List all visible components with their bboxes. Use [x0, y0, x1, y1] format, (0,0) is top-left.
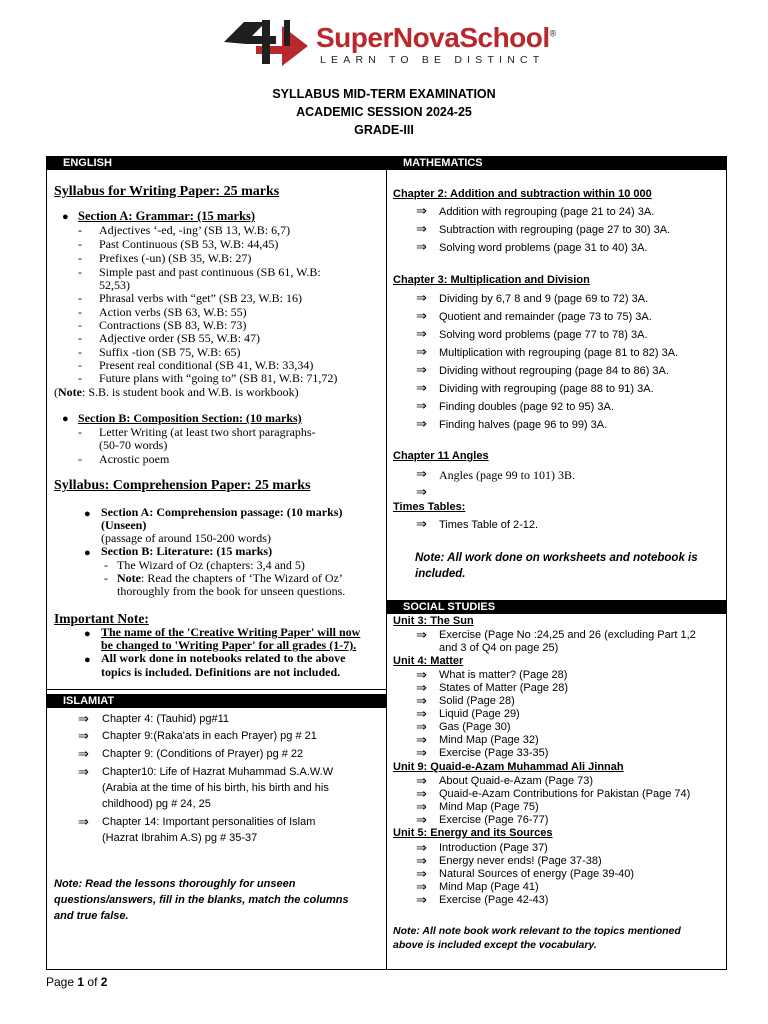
bullet-icon: ●: [84, 654, 91, 666]
page-indicator: Page 1 of 2: [46, 975, 108, 989]
frame-bottom: [46, 969, 727, 970]
composition-section-title: Section B: Composition Section: (10 marks): [78, 411, 302, 425]
list-item: Adjectives ‘-ed, -ing’ (SB 13, W.B: 6,7): [99, 223, 291, 237]
islamiat-note-1: Note: Read the lessons thoroughly for unseen: [54, 878, 296, 890]
islamiat-header-bar: ISLAMIAT: [47, 694, 386, 708]
list-item: Natural Sources of energy (Page 39-40): [439, 868, 635, 880]
list-item: Action verbs (SB 63, W.B: 55): [99, 305, 247, 319]
school-tagline: LEARN TO BE DISTINCT: [320, 54, 545, 66]
list-item: childhood) pg # 24, 25: [102, 798, 211, 810]
arrow-icon: ⇒: [416, 398, 427, 413]
list-item: Chapter10: Life of Hazrat Muhammad S.A.W.W: [102, 766, 334, 778]
school-name: SuperNovaSchool®: [316, 22, 556, 53]
ss-note-1: Note: All note book work relevant to the topics mentioned: [393, 925, 681, 937]
dash: -: [78, 358, 82, 372]
arrow-icon: ⇒: [78, 711, 89, 726]
list-item: Mind Map (Page 32): [439, 734, 539, 746]
writing-paper-title: Syllabus for Writing Paper: 25 marks: [54, 184, 280, 199]
arrow-icon: ⇒: [416, 203, 427, 218]
dash: -: [104, 571, 108, 585]
list-item: Mind Map (Page 41): [439, 881, 539, 893]
literature-section: Section B: Literature: (15 marks): [101, 544, 273, 558]
grammar-section-title: Section A: Grammar: (15 marks): [78, 209, 256, 223]
english-header-bar: ENGLISH: [47, 156, 386, 170]
list-item: About Quaid-e-Azam (Page 73): [439, 775, 594, 787]
list-item: Suffix -tion (SB 75, W.B: 65): [99, 345, 241, 359]
arrow-icon: ⇒: [78, 746, 89, 761]
ss-unit-9-title: Unit 9: Quaid-e-Azam Muhammad Ali Jinnah: [393, 761, 624, 773]
doc-session: ACADEMIC SESSION 2024-25: [296, 105, 472, 119]
doc-title: SYLLABUS MID-TERM EXAMINATION: [272, 87, 496, 101]
arrow-icon: ⇒: [416, 706, 427, 721]
arrow-icon: ⇒: [416, 812, 427, 827]
important-note-2b: topics is included. Definitions are not included.: [101, 665, 341, 679]
list-item: Mind Map (Page 75): [439, 801, 539, 813]
list-item: Gas (Page 30): [439, 721, 511, 733]
arrow-icon: ⇒: [416, 516, 427, 531]
list-item: Liquid (Page 29): [439, 708, 520, 720]
arrow-icon: ⇒: [416, 853, 427, 868]
arrow-icon: ⇒: [416, 466, 427, 481]
arrow-icon: ⇒: [416, 484, 427, 499]
list-item: Solving word problems (page 31 to 40) 3A.: [439, 242, 648, 254]
list-item: (50-70 words): [99, 438, 168, 452]
list-item: Angles (page 99 to 101) 3B.: [439, 468, 575, 482]
arrow-icon: ⇒: [416, 879, 427, 894]
times-tables-title: Times Tables:: [393, 501, 466, 513]
important-note-2a: All work done in notebooks related to the above: [101, 651, 346, 665]
list-item: Subtraction with regrouping (page 27 to 30) 3A.: [439, 224, 671, 236]
frame-left: [46, 156, 47, 970]
list-item: Dividing by 6,7 8 and 9 (page 69 to 72) 3A.: [439, 293, 649, 305]
arrow-icon: ⇒: [416, 732, 427, 747]
list-item: Adjective order (SB 55, W.B: 47): [99, 331, 260, 345]
math-note-2: included.: [415, 568, 466, 580]
dash: -: [78, 251, 82, 265]
list-item: (Arabia at the time of his birth, his birth and his: [102, 782, 329, 794]
bullet-icon: ●: [84, 628, 91, 640]
math-chapter-3-title: Chapter 3: Multiplication and Division: [393, 274, 590, 286]
list-item: States of Matter (Page 28): [439, 682, 569, 694]
list-item: (Hazrat Ibrahim A.S) pg # 35-37: [102, 832, 258, 844]
dash: -: [104, 558, 108, 572]
school-logo-icon: [222, 16, 310, 68]
list-item: Dividing without regrouping (page 84 to 86) 3A.: [439, 365, 669, 377]
list-item: Present real conditional (SB 41, W.B: 33,34): [99, 358, 314, 372]
arrow-icon: ⇒: [416, 380, 427, 395]
frame-right: [726, 156, 727, 970]
dash: -: [78, 318, 82, 332]
list-item: Past Continuous (SB 53, W.B: 44,45): [99, 237, 279, 251]
list-item: Prefixes (-un) (SB 35, W.B: 27): [99, 251, 252, 265]
english-bottom-rule: [47, 689, 386, 690]
ss-unit-3-title: Unit 3: The Sun: [393, 615, 474, 627]
dash: -: [78, 425, 82, 439]
arrow-icon: ⇒: [416, 416, 427, 431]
list-item: Introduction (Page 37): [439, 842, 548, 854]
arrow-icon: ⇒: [416, 239, 427, 254]
dash: -: [78, 223, 82, 237]
list-item: Energy never ends! (Page 37-38): [439, 855, 602, 867]
list-item: The Wizard of Oz (chapters: 3,4 and 5): [117, 558, 305, 572]
arrow-icon: ⇒: [78, 728, 89, 743]
comp-section-a: Section A: Comprehension passage: (10 marks): [101, 505, 343, 519]
arrow-icon: ⇒: [416, 866, 427, 881]
dash: -: [78, 237, 82, 251]
math-note-1: Note: All work done on worksheets and notebook is: [415, 552, 698, 564]
list-item: Solving word problems (page 77 to 78) 3A.: [439, 329, 648, 341]
arrow-icon: ⇒: [416, 799, 427, 814]
list-item: Contractions (SB 83, W.B: 73): [99, 318, 247, 332]
important-note-1b: be changed to 'Writing Paper' for all grades (1-7).: [101, 638, 357, 652]
list-item: Quaid-e-Azam Contributions for Pakistan (Page 74): [439, 788, 691, 800]
list-item: What is matter? (Page 28): [439, 669, 568, 681]
list-item: Solid (Page 28): [439, 695, 515, 707]
list-item: Finding halves (page 96 to 99) 3A.: [439, 419, 608, 431]
arrow-icon: ⇒: [416, 308, 427, 323]
list-item: Acrostic poem: [99, 452, 170, 466]
list-item: Chapter 4: (Tauhid) pg#11: [102, 713, 229, 725]
list-item: Finding doubles (page 92 to 95) 3A.: [439, 401, 614, 413]
arrow-icon: ⇒: [416, 667, 427, 682]
important-note-title: Important Note:: [54, 611, 149, 626]
math-header-bar: MATHEMATICS: [387, 156, 726, 170]
list-item: Exercise (Page No :24,25 and 26 (excluding Part 1,2: [439, 629, 696, 641]
arrow-icon: ⇒: [416, 719, 427, 734]
arrow-icon: ⇒: [416, 745, 427, 760]
dash: -: [78, 291, 82, 305]
arrow-icon: ⇒: [416, 786, 427, 801]
arrow-icon: ⇒: [416, 773, 427, 788]
dash: -: [78, 331, 82, 345]
arrow-icon: ⇒: [416, 680, 427, 695]
list-item: and 3 of Q4 on page 25): [439, 642, 559, 654]
arrow-icon: ⇒: [416, 344, 427, 359]
islamiat-note-2: questions/answers, fill in the blanks, match the columns: [54, 894, 349, 906]
math-chapter-2-title: Chapter 2: Addition and subtraction within 10 000: [393, 188, 652, 200]
comp-unseen: (Unseen): [101, 518, 147, 532]
list-item: Exercise (Page 33-35): [439, 747, 549, 759]
ss-note-2: above is included except the vocabulary.: [393, 939, 597, 951]
bullet-icon: ●: [84, 547, 91, 559]
dash: -: [78, 371, 82, 385]
arrow-icon: ⇒: [78, 764, 89, 779]
arrow-icon: ⇒: [416, 840, 427, 855]
bullet-icon: ●: [84, 508, 91, 520]
list-item: Exercise (Page 76-77): [439, 814, 549, 826]
comprehension-paper-title: Syllabus: Comprehension Paper: 25 marks: [54, 478, 311, 493]
list-item: Multiplication with regrouping (page 81 to 82) 3A.: [439, 347, 679, 359]
arrow-icon: ⇒: [416, 627, 427, 642]
dash: -: [78, 345, 82, 359]
comp-passage-length: (passage of around 150-200 words): [101, 531, 271, 545]
list-item: Simple past and past continuous (SB 61, W.B:: [99, 265, 321, 279]
list-item: Phrasal verbs with “get” (SB 23, W.B: 16): [99, 291, 302, 305]
list-item: 52,53): [99, 278, 130, 292]
arrow-icon: ⇒: [416, 221, 427, 236]
arrow-icon: ⇒: [416, 362, 427, 377]
arrow-icon: ⇒: [416, 326, 427, 341]
list-item: Exercise (Page 42-43): [439, 894, 549, 906]
list-item: Times Table of 2-12.: [439, 519, 539, 531]
list-item: Dividing with regrouping (page 88 to 91) 3A.: [439, 383, 654, 395]
list-item: Quotient and remainder (page 73 to 75) 3A.: [439, 311, 652, 323]
arrow-icon: ⇒: [416, 693, 427, 708]
school-logo: [222, 16, 562, 70]
list-item: Letter Writing (at least two short paragraphs-: [99, 425, 316, 439]
literature-note-cont: thoroughly from the book for unseen questions.: [117, 584, 346, 598]
doc-grade: GRADE-III: [354, 123, 414, 137]
list-item: Future plans with “going to” (SB 81, W.B: 71,72): [99, 371, 338, 385]
bullet-icon: ●: [62, 211, 69, 223]
dash: -: [78, 452, 82, 466]
list-item: Chapter 9: (Conditions of Prayer) pg # 22: [102, 748, 304, 760]
workbook-note: (Note: S.B. is student book and W.B. is workbook): [54, 385, 299, 399]
social-header-bar: SOCIAL STUDIES: [387, 600, 726, 614]
arrow-icon: ⇒: [416, 290, 427, 305]
important-note-1a: The name of the 'Creative Writing Paper' will now: [101, 625, 361, 639]
list-item: Chapter 9:(Raka'ats in each Prayer) pg # 21: [102, 730, 317, 742]
dash: -: [78, 265, 82, 279]
literature-note: Note: Read the chapters of ‘The Wizard of Oz’: [117, 571, 343, 585]
list-item: Chapter 14: Important personalities of Islam: [102, 816, 316, 828]
arrow-icon: ⇒: [416, 892, 427, 907]
dash: -: [78, 305, 82, 319]
ss-unit-4-title: Unit 4: Matter: [393, 655, 464, 667]
ss-unit-5-title: Unit 5: Energy and its Sources: [393, 827, 553, 839]
islamiat-note-3: and true false.: [54, 910, 129, 922]
list-item: Addition with regrouping (page 21 to 24) 3A.: [439, 206, 655, 218]
arrow-icon: ⇒: [78, 814, 89, 829]
frame-middle: [386, 156, 387, 970]
math-chapter-11-title: Chapter 11 Angles: [393, 450, 489, 462]
bullet-icon: ●: [62, 413, 69, 425]
